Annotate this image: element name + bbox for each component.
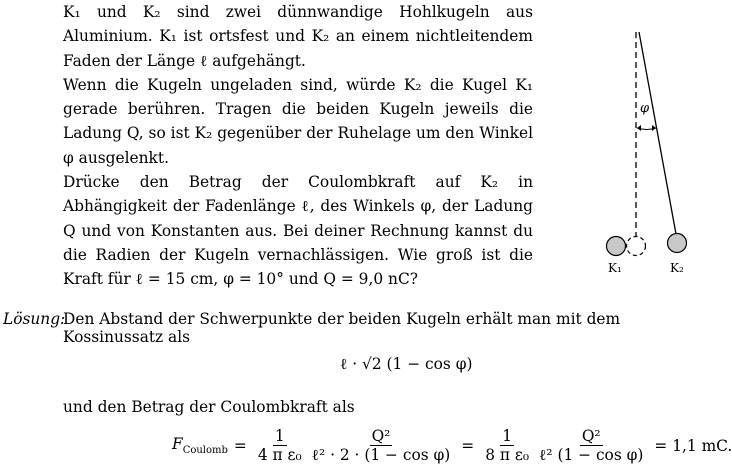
distance-formula: ℓ · √2 (1 − cos φ) <box>340 355 473 373</box>
angle-label: φ <box>640 101 650 116</box>
fraction-3: $\frac{1}{\text{8 π ε₀}}$ <box>485 427 530 464</box>
pendulum-diagram <box>596 20 691 275</box>
problem-statement <box>63 0 533 292</box>
solution-mid-text: und den Betrag der Coulombkraft als <box>63 398 355 416</box>
fraction-1: $\frac{1}{\text{4 π ε₀}}$ <box>257 427 302 464</box>
problem-paragraph-2: Wenn die Kugeln ungeladen sind, würde K₂ die Kugel K₁ gerade berühren. Tragen die beiden Kugeln jeweils die Ladung Q, so ist K₂ gegenüber der Ruhelage um den Winkel φ ausgelenkt. <box>63 75 533 167</box>
label-k2: K₂ <box>670 261 684 275</box>
problem-paragraph-1: K₁ und K₂ sind zwei dünnwandige Hohlkugeln aus Aluminium. K₁ ist ortsfest und K₂ an einem nichtleitendem Faden der Länge ℓ aufgehängt. <box>63 3 533 70</box>
force-result: = 1,1 mC. <box>654 436 732 455</box>
solution-intro: Den Abstand der Schwerpunkte der beiden Kugeln erhält man mit dem Kossinussatz als <box>63 310 621 346</box>
solution-label: Lösung: <box>3 310 66 328</box>
problem-paragraph-3: Drücke den Betrag der Coulombkraft auf K₂ in Abhängigkeit der Fadenlänge ℓ, des Winkels φ, der Ladung Q und von Konstanten aus. Bei deiner Rechnung kannst du die Radien der Kugeln vernachlässigen. Wie groß ist die Kraft für ℓ = 15 cm, φ = 10° und Q = 9,0 nC? <box>63 173 533 289</box>
fraction-4: $\frac{\text{Q²}}{\text{ℓ² (1 − cos φ)}}$ <box>539 427 644 464</box>
ball-k2-rest <box>627 237 646 256</box>
fraction-2: $\frac{\text{Q²}}{\text{ℓ² · 2 · (1 − cos φ)}}$ <box>311 427 451 464</box>
angle-arrow-right <box>652 125 656 131</box>
ball-k1 <box>607 237 626 256</box>
thread-line <box>639 32 676 234</box>
coulomb-force-formula: $F_{Coulomb}$ = $\frac{1}{\text{4 π ε₀}}$ $\frac{\text{Q²}}{\text{ℓ² · 2 · (1 − cos φ)}}$ = $\frac{1}{\text{8 π ε₀}}$ $\frac{\text{Q²}}{\text{ℓ² (1 − cos φ)}}$ = 1,1 mC. <box>172 427 732 464</box>
force-lhs: $F_{Coulomb}$ <box>172 434 228 457</box>
angle-arrow-left <box>637 125 641 131</box>
label-k1: K₁ <box>608 261 622 275</box>
ball-k2 <box>668 234 687 253</box>
